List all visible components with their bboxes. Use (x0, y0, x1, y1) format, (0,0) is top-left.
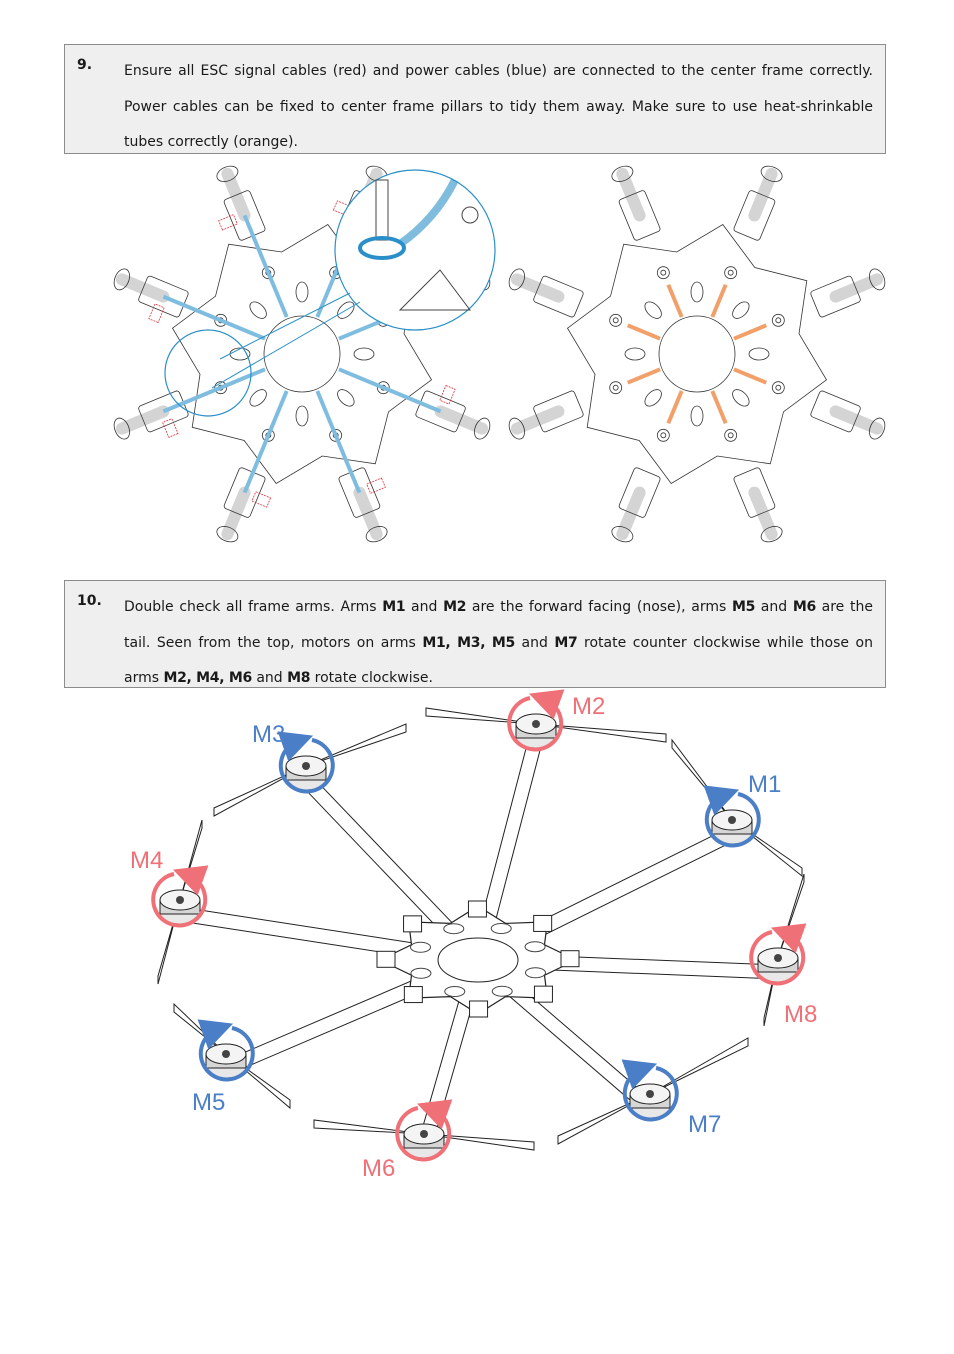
screw-center (661, 270, 666, 275)
screw-center (661, 433, 666, 438)
plate-slot (691, 406, 703, 426)
screw (657, 267, 669, 279)
frame-arm (111, 369, 265, 441)
screw (725, 267, 737, 279)
shrink-tube (628, 325, 660, 338)
power-cable (245, 215, 287, 317)
arms-cw: M2, M4, M6 (163, 670, 252, 686)
motor-label: M3 (252, 721, 286, 748)
octocopter-diagram (0, 688, 954, 1208)
frame-arm (734, 369, 888, 441)
motor-m6 (314, 1108, 534, 1182)
screw (610, 382, 622, 394)
motor-shaft (728, 816, 736, 824)
arm-m2: M2 (443, 599, 467, 615)
screw-center (613, 385, 618, 390)
motor-m2 (426, 693, 666, 749)
power-cable (163, 297, 265, 339)
motor-label: M6 (362, 1155, 396, 1182)
screw-center (728, 433, 733, 438)
screw (772, 382, 784, 394)
plate-slot (749, 348, 769, 360)
arm-m6: M6 (792, 599, 816, 615)
motor-m4 (130, 820, 205, 984)
frame-plate (568, 225, 827, 484)
plate-slot (247, 387, 270, 410)
plate-slot (296, 406, 308, 426)
screw (772, 314, 784, 326)
step-number: 9. (77, 57, 93, 73)
frame-arm (317, 391, 389, 545)
step-10-box (64, 580, 886, 688)
motor-label: M7 (688, 1111, 722, 1138)
arms-ccw: M1, M3, M5 (422, 634, 515, 651)
shrink-tube (734, 325, 766, 338)
power-cable (317, 391, 359, 493)
arm-clamp (561, 951, 579, 967)
frame-arm (111, 267, 265, 339)
frame-arm (506, 267, 660, 339)
motor-m3 (214, 721, 406, 816)
plate-slot (625, 348, 645, 360)
frame-arm (712, 391, 784, 545)
arm-clamp (534, 986, 552, 1002)
arm-clamp (404, 987, 422, 1003)
frame-arm (610, 391, 682, 545)
plate-slot (335, 387, 358, 410)
frame-arm (506, 369, 660, 441)
shrink-tube (712, 391, 725, 423)
motor-label: M1 (748, 771, 782, 798)
power-cable (339, 369, 441, 411)
plate-slot (642, 387, 665, 410)
plate-slot (691, 282, 703, 302)
arm-clamp (470, 1001, 488, 1017)
frame-arm (215, 391, 287, 545)
center-hole (659, 316, 735, 392)
plate-slot (730, 387, 753, 410)
arm-clamp (534, 915, 552, 931)
frame-group (506, 163, 888, 545)
plate-slot (730, 299, 753, 322)
arm-m1: M1 (382, 599, 406, 615)
frame-arm (610, 163, 682, 317)
motor-shaft (646, 1090, 654, 1098)
arm-m8: M8 (287, 670, 311, 686)
shrink-tube (668, 391, 681, 423)
motor-shaft (774, 954, 782, 962)
motor-shaft (532, 720, 540, 728)
frame-arm (712, 163, 784, 317)
propeller-blade (650, 1038, 748, 1094)
power-cable (245, 391, 287, 493)
screw-center (776, 385, 781, 390)
arm-m5: M5 (732, 599, 756, 615)
plate-slot (296, 282, 308, 302)
screw (725, 429, 737, 441)
plate-slot (247, 299, 270, 322)
frame-diagram-cabled (60, 160, 510, 546)
motor-shaft (420, 1130, 428, 1138)
step-number: 10. (77, 593, 102, 609)
propeller-blade (180, 820, 202, 900)
motor-label: M4 (130, 847, 164, 874)
step-9-box (64, 44, 886, 154)
step-text: Double check all frame arms. Arms M1 and M2 are the forward facing (nose), arms M5 and M6 are the tail. Seen from the top, motors on arms M1, M3, M5 and M7 rotate counter clockwise while those on arms M2, M4, M6 and M8 rotate clockwise. (124, 599, 873, 686)
frame-arm (339, 369, 493, 441)
step-text: Ensure all ESC signal cables (red) and power cables (blue) are connected to the center frame correctly. Power cables can be fixed to center frame pillars to tidy them away. Make sure to use heat-shrinkable tubes correctly (orange). (124, 63, 873, 150)
plate-slot (354, 348, 374, 360)
motor-m8 (751, 874, 817, 1028)
shrink-tube (668, 285, 681, 317)
shrink-tube (734, 369, 766, 382)
motor-label: M2 (572, 693, 606, 720)
shrink-tube (628, 369, 660, 382)
motor-shaft (222, 1050, 230, 1058)
propeller-blade (672, 740, 732, 820)
motor-label: M8 (784, 1001, 818, 1028)
arm-clamp (404, 916, 422, 932)
frame-diagram-heatshrink (505, 160, 895, 546)
screw-center (728, 270, 733, 275)
arm-clamp (377, 951, 395, 967)
screw-center (613, 318, 618, 323)
arm-m7: M7 (554, 634, 578, 651)
shrink-tube (712, 285, 725, 317)
motor-shaft (176, 896, 184, 904)
screw (610, 314, 622, 326)
center-hole (264, 316, 340, 392)
arm-clamp (468, 901, 486, 917)
screw-center (776, 318, 781, 323)
plate-slot (642, 299, 665, 322)
frame-arm (215, 163, 287, 317)
motor-label: M5 (192, 1089, 226, 1116)
motor-shaft (302, 762, 310, 770)
screw (657, 429, 669, 441)
frame-arm (734, 267, 888, 339)
motor-m5 (174, 1004, 290, 1116)
